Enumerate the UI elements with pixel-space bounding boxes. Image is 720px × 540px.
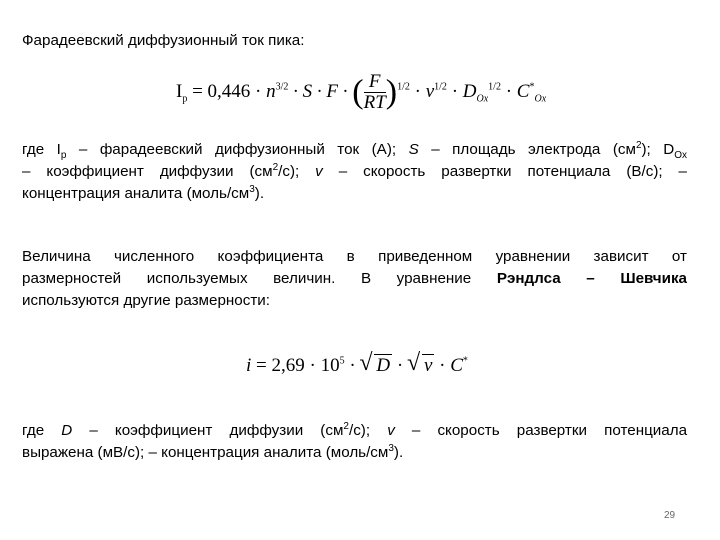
randles-line-2: размерностей используемых величин. В уравнение Рэндлса – Шевчика bbox=[22, 270, 687, 287]
definitions-line-3: концентрация аналита $(моль/см^3)$. bbox=[22, 183, 265, 202]
units-line-2: выражена (мВ/с); – концентрация аналита $(моль/см^3)$. bbox=[22, 442, 404, 461]
paragraph-definitions bbox=[22, 139, 687, 205]
page-number: 29 bbox=[664, 510, 676, 521]
randles-line-1: Величина численного коэффициента в приведенном уравнении зависит от bbox=[22, 248, 687, 265]
sqrt-nu: √ ν bbox=[410, 355, 434, 377]
definitions-line-2: – коэффициент диффузии $(см^2/с)$; v – скорость развертки потенциала (В/с); – bbox=[22, 161, 687, 180]
peak-current-formula: $I_p = 0,446 \cdot n^{3/2} \cdot S \cdot F$ · ( $\frac{F}{RT}$ )$^{1/2} \cdot \nu^{1/2} \cdot D_{Ox}^{1/2} \cdot C^*_{Ox}$ bbox=[176, 71, 547, 113]
sqrt-d: √ D bbox=[362, 355, 392, 377]
definitions-line-1: где $I_p$ – фарадеевский диффузионный ток (А); S – площадь электрода $(см^2)$; $D_{Ox}$ bbox=[22, 139, 687, 162]
fraction-f-over-rt: $\frac{F}{RT}$ bbox=[363, 71, 386, 113]
randles-sevcik-formula: $i = 2,69 \cdot 10^5$ · √ D · √ ν · C* bbox=[246, 355, 468, 377]
slide-heading: Фарадеевский диффузионный ток пика: bbox=[22, 32, 305, 49]
units-line-1: где D – коэффициент диффузии $(см^2/с)$; v – скорость развертки потенциала bbox=[22, 420, 688, 439]
paragraph-units bbox=[22, 420, 687, 464]
randles-line-3: используются другие размерности: bbox=[22, 292, 270, 309]
paragraph-randles-sevcik bbox=[22, 246, 687, 312]
